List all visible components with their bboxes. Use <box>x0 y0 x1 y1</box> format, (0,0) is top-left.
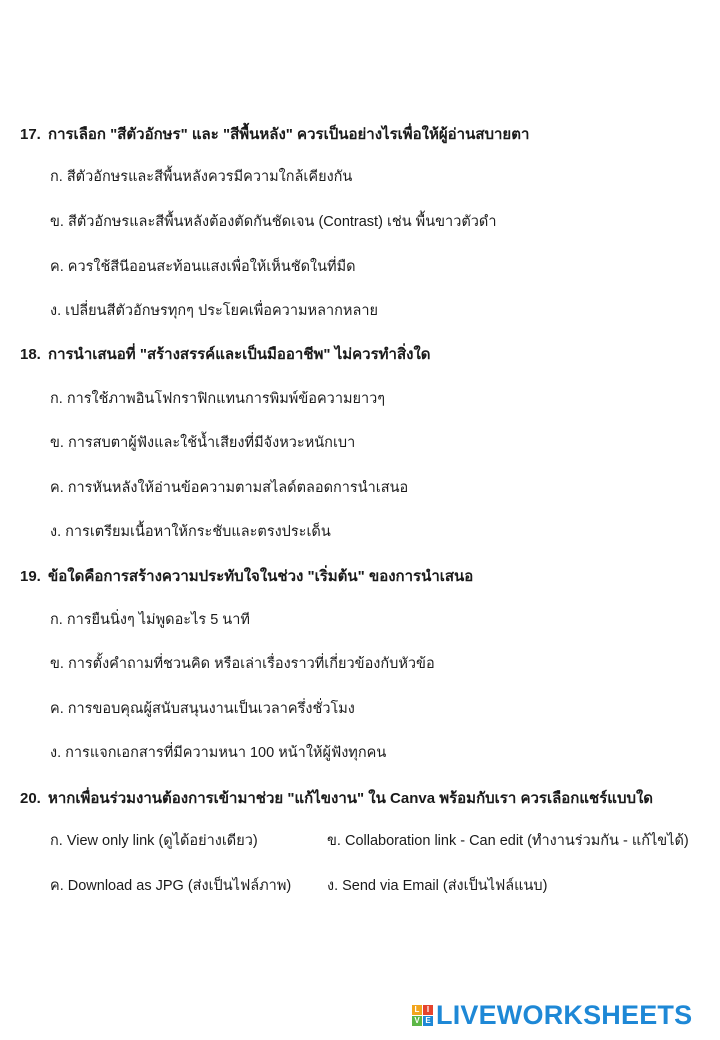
live-grid-icon <box>412 1005 433 1026</box>
question-number: 20. <box>20 790 41 807</box>
logo-letter-e: E <box>423 1016 433 1026</box>
option-19-d[interactable]: ง. การแจกเอกสารที่มีความหนา 100 หน้าให้ผู้ฟังทุกคน <box>50 745 387 761</box>
option-19-b[interactable]: ข. การตั้งคำถามที่ชวนคิด หรือเล่าเรื่องราวที่เกี่ยวข้องกับหัวข้อ <box>50 656 435 672</box>
question-number: 17. <box>20 126 41 143</box>
question-18 <box>20 342 431 366</box>
logo-letter-l: L <box>412 1005 422 1015</box>
logo-letter-v: V <box>412 1016 422 1026</box>
question-19 <box>20 564 473 588</box>
option-19-a[interactable]: ก. การยืนนิ่งๆ ไม่พูดอะไร 5 นาที <box>50 612 250 628</box>
option-17-c[interactable]: ค. ควรใช้สีนีออนสะท้อนแสงเพื่อให้เห็นชัดในที่มืด <box>50 259 356 275</box>
logo-wordmark: LIVEWORKSHEETS <box>436 999 693 1030</box>
option-20-d[interactable]: ง. Send via Email (ส่งเป็นไฟล์แนบ) <box>327 878 548 894</box>
option-20-b[interactable]: ข. Collaboration link - Can edit (ทำงานร่วมกัน - แก้ไขได้) <box>327 833 689 849</box>
option-18-b[interactable]: ข. การสบตาผู้ฟังและใช้น้ำเสียงที่มีจังหวะหนักเบา <box>50 435 356 451</box>
option-20-c[interactable]: ค. Download as JPG (ส่งเป็นไฟล์ภาพ) <box>50 878 292 894</box>
question-text: หากเพื่อนร่วมงานต้องการเข้ามาช่วย "แก้ไขงาน" ใน Canva พร้อมกับเรา ควรเลือกแชร์แบบใด <box>48 790 654 807</box>
option-17-b[interactable]: ข. สีตัวอักษรและสีพื้นหลังต้องตัดกันชัดเจน (Contrast) เช่น พื้นขาวตัวดำ <box>50 214 497 230</box>
option-17-a[interactable]: ก. สีตัวอักษรและสีพื้นหลังควรมีความใกล้เคียงกัน <box>50 169 353 185</box>
option-18-d[interactable]: ง. การเตรียมเนื้อหาให้กระชับและตรงประเด็น <box>50 524 331 540</box>
question-number: 19. <box>20 568 41 585</box>
logo-letter-i: I <box>423 1005 433 1015</box>
option-19-c[interactable]: ค. การขอบคุณผู้สนับสนุนงานเป็นเวลาครึ่งชั่วโมง <box>50 701 355 717</box>
question-17 <box>20 122 529 146</box>
question-number: 18. <box>20 346 41 363</box>
option-20-a[interactable]: ก. View only link (ดูได้อย่างเดียว) <box>50 833 258 849</box>
question-text: ข้อใดคือการสร้างความประทับใจในช่วง "เริ่มต้น" ของการนำเสนอ <box>48 568 474 585</box>
option-17-d[interactable]: ง. เปลี่ยนสีตัวอักษรทุกๆ ประโยคเพื่อความหลากหลาย <box>50 303 378 319</box>
option-18-a[interactable]: ก. การใช้ภาพอินโฟกราฟิกแทนการพิมพ์ข้อความยาวๆ <box>50 391 386 407</box>
question-text: การนำเสนอที่ "สร้างสรรค์และเป็นมืออาชีพ" ไม่ควรทำสิ่งใด <box>48 346 431 363</box>
option-18-c[interactable]: ค. การหันหลังให้อ่านข้อความตามสไลด์ตลอดการนำเสนอ <box>50 480 409 496</box>
liveworksheets-logo[interactable] <box>412 1000 692 1030</box>
question-text: การเลือก "สีตัวอักษร" และ "สีพื้นหลัง" ควรเป็นอย่างไรเพื่อให้ผู้อ่านสบายตา <box>48 126 530 143</box>
question-20 <box>20 786 653 810</box>
